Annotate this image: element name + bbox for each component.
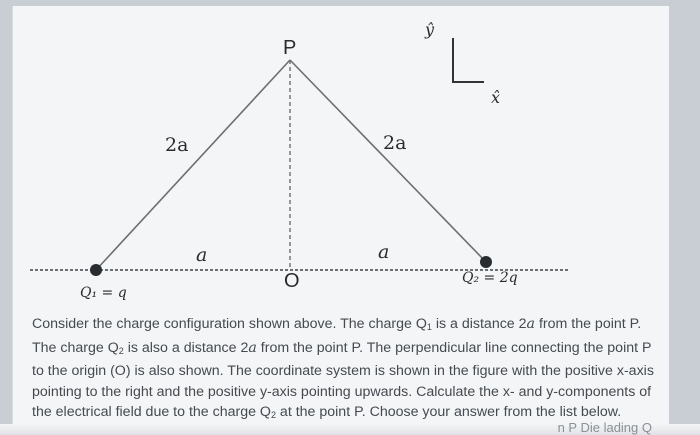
- problem-text-1b: is a distance 2: [431, 316, 527, 332]
- left-base-label: a: [196, 244, 208, 266]
- y-unit-vector-label: ŷ: [425, 20, 435, 39]
- var-a: a: [248, 339, 257, 356]
- left-side-line: [96, 60, 290, 270]
- problem-text-5b: at the point P. Choose your answer from the list below.: [275, 404, 622, 420]
- problem-text-2a: The charge Q: [32, 339, 119, 356]
- problem-text-1a: Consider the charge configuration shown above. The charge Q: [32, 316, 427, 332]
- problem-text: [32, 314, 662, 426]
- right-distance-label: 2a: [383, 132, 407, 154]
- q2-label: Q₂ = 2q: [462, 270, 518, 286]
- var-a: a: [526, 316, 535, 332]
- right-side-line: [290, 60, 486, 262]
- problem-text-4: pointing to the right and the positive y-axis pointing upwards. Calculate the x- and y-components of: [32, 383, 652, 400]
- problem-text-5a: the electrical field due to the charge Q: [32, 404, 271, 420]
- problem-text-2b: is also a distance 2: [123, 339, 249, 356]
- x-unit-vector-label: x̂: [491, 88, 501, 107]
- problem-text-2c: from the point P. The perpendicular line connecting the point P: [256, 339, 652, 356]
- left-distance-label: 2a: [165, 134, 189, 156]
- problem-text-1c: from the point P.: [535, 316, 642, 332]
- charge-q2: [480, 256, 492, 268]
- subscript-2: 2: [118, 345, 124, 356]
- q1-label: Q₁ = q: [80, 285, 127, 301]
- problem-text-3: to the origin (O) is also shown. The coordinate system is shown in the figure with the positive x-axis: [32, 363, 654, 379]
- charge-q1: [90, 264, 102, 276]
- point-p-label: P: [283, 37, 297, 59]
- origin-label: O: [284, 270, 300, 292]
- cut-off-strip: [0, 420, 700, 435]
- subscript-1: 1: [426, 322, 432, 332]
- right-base-label: a: [378, 241, 390, 263]
- cut-off-text: n P Die lading Q: [557, 420, 652, 435]
- subscript-2: 2: [270, 410, 276, 420]
